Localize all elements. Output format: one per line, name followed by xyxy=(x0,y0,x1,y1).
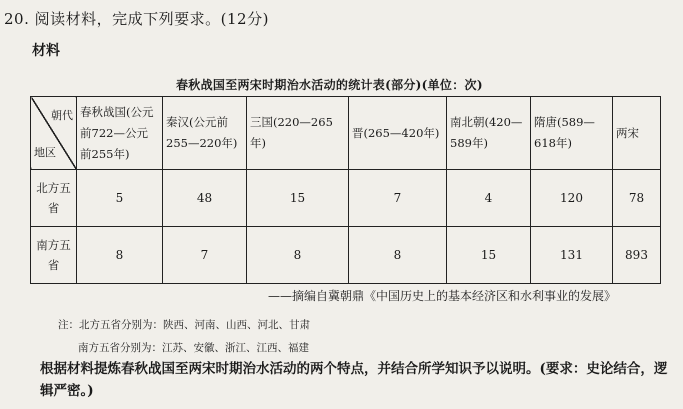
corner-cell xyxy=(31,97,77,170)
table-header-row xyxy=(31,97,661,170)
table-cell: 7 xyxy=(349,170,447,227)
table-cell: 48 xyxy=(163,170,247,227)
table-cell: 4 xyxy=(447,170,531,227)
flood-control-table xyxy=(30,96,661,284)
column-header: 南北朝(420—589年) xyxy=(447,97,531,170)
table-cell: 78 xyxy=(613,170,661,227)
source-citation: ——摘编自冀朝鼎《中国历史上的基本经济区和水利事业的发展》 xyxy=(268,289,617,303)
table-cell: 8 xyxy=(77,227,163,284)
table-cell: 15 xyxy=(247,170,349,227)
table-row xyxy=(31,227,661,284)
column-header: 三国(220—265年) xyxy=(247,97,349,170)
column-header: 秦汉(公元前255—220年) xyxy=(163,97,247,170)
table-cell: 8 xyxy=(247,227,349,284)
table-cell: 5 xyxy=(77,170,163,227)
table-cell: 7 xyxy=(163,227,247,284)
column-header: 两宋 xyxy=(613,97,661,170)
question-title: 20. 阅读材料，完成下列要求。(12分) xyxy=(4,10,269,28)
table-cell: 8 xyxy=(349,227,447,284)
table-cell: 15 xyxy=(447,227,531,284)
corner-region-label: 地区 xyxy=(34,146,56,159)
table-cell: 893 xyxy=(613,227,661,284)
table-cell: 120 xyxy=(531,170,613,227)
column-header: 春秋战国(公元前722—公元前255年) xyxy=(77,97,163,170)
note-north: 注：北方五省分别为：陕西、河南、山西、河北、甘肃 xyxy=(58,319,310,331)
column-header: 晋(265—420年) xyxy=(349,97,447,170)
row-header-south: 南方五省 xyxy=(31,227,77,284)
material-label: 材料 xyxy=(32,43,60,59)
table-caption: 春秋战国至两宋时期治水活动的统计表(部分)(单位：次) xyxy=(176,78,483,92)
corner-dynasty-label: 朝代 xyxy=(51,109,73,122)
row-header-north: 北方五省 xyxy=(31,170,77,227)
question-requirement: 根据材料提炼春秋战国至两宋时期治水活动的两个特点，并结合所学知识予以说明。(要求：史论结合，逻辑严密。) xyxy=(40,361,668,399)
table-row xyxy=(31,170,661,227)
note-south: 南方五省分别为：江苏、安徽、浙江、江西、福建 xyxy=(78,342,309,354)
table-cell: 131 xyxy=(531,227,613,284)
column-header: 隋唐(589—618年) xyxy=(531,97,613,170)
